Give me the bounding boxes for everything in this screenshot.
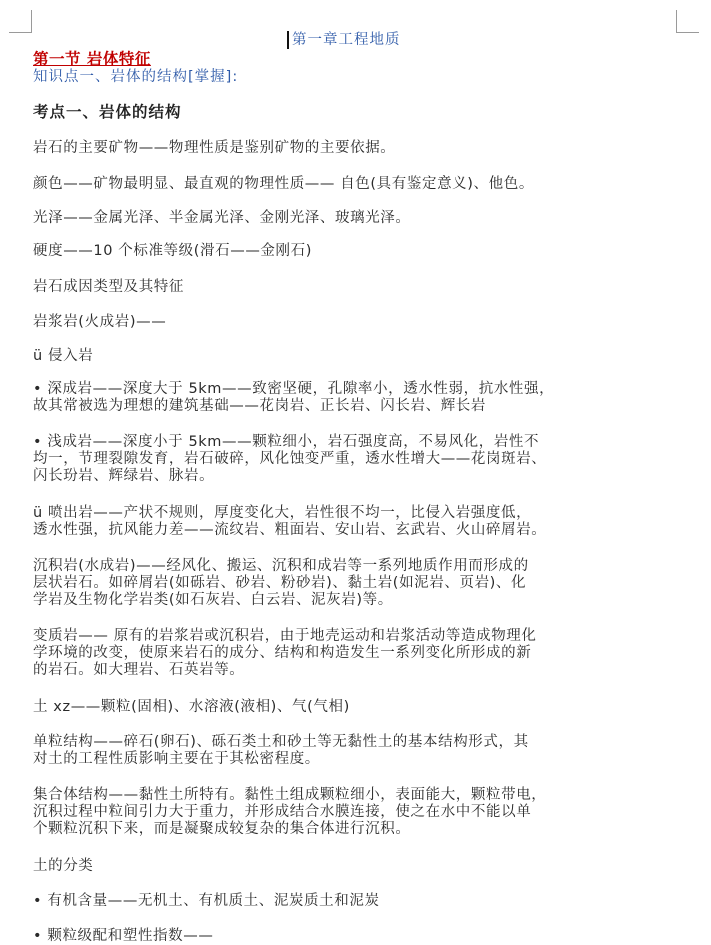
paragraph-line: 透水性强，抗风能力差——流纹岩、粗面岩、安山岩、玄武岩、火山碎屑岩。 <box>33 522 547 538</box>
paragraph-line: 岩石成因类型及其特征 <box>33 279 184 295</box>
paragraph-line: 对土的工程性质影响主要在于其松密程度。 <box>33 751 320 767</box>
paragraph-line: 岩石的主要矿物——物理性质是鉴别矿物的主要依据。 <box>33 140 396 156</box>
paragraph-line: 闪长玢岩、辉绿岩、脉岩。 <box>33 468 215 484</box>
paragraph <box>33 928 678 945</box>
crop-mark-top-left <box>9 10 32 33</box>
paragraph-line: • 颗粒级配和塑性指数—— <box>33 928 214 944</box>
paragraph-line: 学岩及生物化学岩类(如石灰岩、白云岩、泥灰岩)等。 <box>33 592 393 608</box>
paragraph <box>33 558 678 609</box>
paragraph-line: 沉积岩(水成岩)——经风化、搬运、沉积和成岩等一系列地质作用而形成的 <box>33 558 529 574</box>
paragraph-line: 沉积过程中粒间引力大于重力，并形成结合水膜连接，使之在水中不能以单 <box>33 804 532 820</box>
knowledge-point-heading: 知识点一、岩体的结构[掌握]: <box>33 69 239 85</box>
paragraph <box>33 699 678 716</box>
paragraph <box>33 381 678 415</box>
section-title: 第一节 岩体特征 <box>33 49 151 68</box>
chapter-header-title[interactable]: 第一章工程地质 <box>287 31 401 49</box>
paragraph-line: 集合体结构——黏性土所特有。黏性土组成颗粒细小，表面能大，颗粒带电， <box>33 787 547 803</box>
paragraph <box>33 314 678 331</box>
paragraph <box>33 176 678 193</box>
paragraph <box>33 210 678 227</box>
paragraph <box>33 734 678 768</box>
paragraph <box>33 279 678 296</box>
paragraph <box>33 140 678 157</box>
paragraph-line: 硬度——10 个标准等级(滑石——金刚石) <box>33 243 312 259</box>
paragraph <box>33 628 678 679</box>
paragraph <box>33 434 678 485</box>
paragraph-line: ü 侵入岩 <box>33 348 94 364</box>
paragraph <box>33 858 678 875</box>
paragraph <box>33 505 678 539</box>
paragraph-line: 变质岩—— 原有的岩浆岩或沉积岩，由于地壳运动和岩浆活动等造成物理化 <box>33 628 537 644</box>
paragraph <box>33 348 678 365</box>
paragraph <box>33 893 678 910</box>
paragraph-line: 颜色——矿物最明显、最直观的物理性质—— 自色(具有鉴定意义)、他色。 <box>33 176 534 192</box>
paragraph-line: 层状岩石。如碎屑岩(如砾岩、砂岩、粉砂岩)、黏土岩(如泥岩、页岩)、化 <box>33 575 527 591</box>
paragraph-line: 光泽——金属光泽、半金属光泽、金刚光泽、玻璃光泽。 <box>33 210 411 226</box>
paragraph-line: 个颗粒沉积下来，而是凝聚成较复杂的集合体进行沉积。 <box>33 821 411 837</box>
paragraph-line: • 有机含量——无机土、有机质土、泥炭质土和泥炭 <box>33 893 380 909</box>
paragraph-line: 的岩石。如大理岩、石英岩等。 <box>33 662 245 678</box>
paragraph-line: • 浅成岩——深度小于 5km——颗粒细小，岩石强度高，不易风化，岩性不 <box>33 434 540 450</box>
paragraph-line: 单粒结构——碎石(卵石)、砾石类土和砂土等无黏性土的基本结构形式，其 <box>33 734 529 750</box>
paragraph-line: ü 喷出岩——产状不规则，厚度变化大，岩性很不均一，比侵入岩强度低， <box>33 505 532 521</box>
paragraph <box>33 243 678 260</box>
crop-mark-top-right <box>676 10 699 33</box>
exam-point-heading: 考点一、岩体的结构 <box>33 103 182 121</box>
paragraph-line: 学环境的改变，使原来岩石的成分、结构和构造发生一系列变化所形成的新 <box>33 645 532 661</box>
paragraph-line: • 深成岩——深度大于 5km——致密坚硬，孔隙率小，透水性弱，抗水性强， <box>33 381 555 397</box>
paragraph-line: 均一，节理裂隙发育，岩石破碎，风化蚀变严重，透水性增大——花岗斑岩、 <box>33 451 547 467</box>
paragraph-line: 土的分类 <box>33 858 94 874</box>
paragraph-line: 故其常被选为理想的建筑基础——花岗岩、正长岩、闪长岩、辉长岩 <box>33 398 486 414</box>
paragraph-line: 土 xz——颗粒(固相)、水溶液(液相)、气(气相) <box>33 699 350 715</box>
paragraph-line: 岩浆岩(火成岩)—— <box>33 314 167 330</box>
paragraph <box>33 787 678 838</box>
